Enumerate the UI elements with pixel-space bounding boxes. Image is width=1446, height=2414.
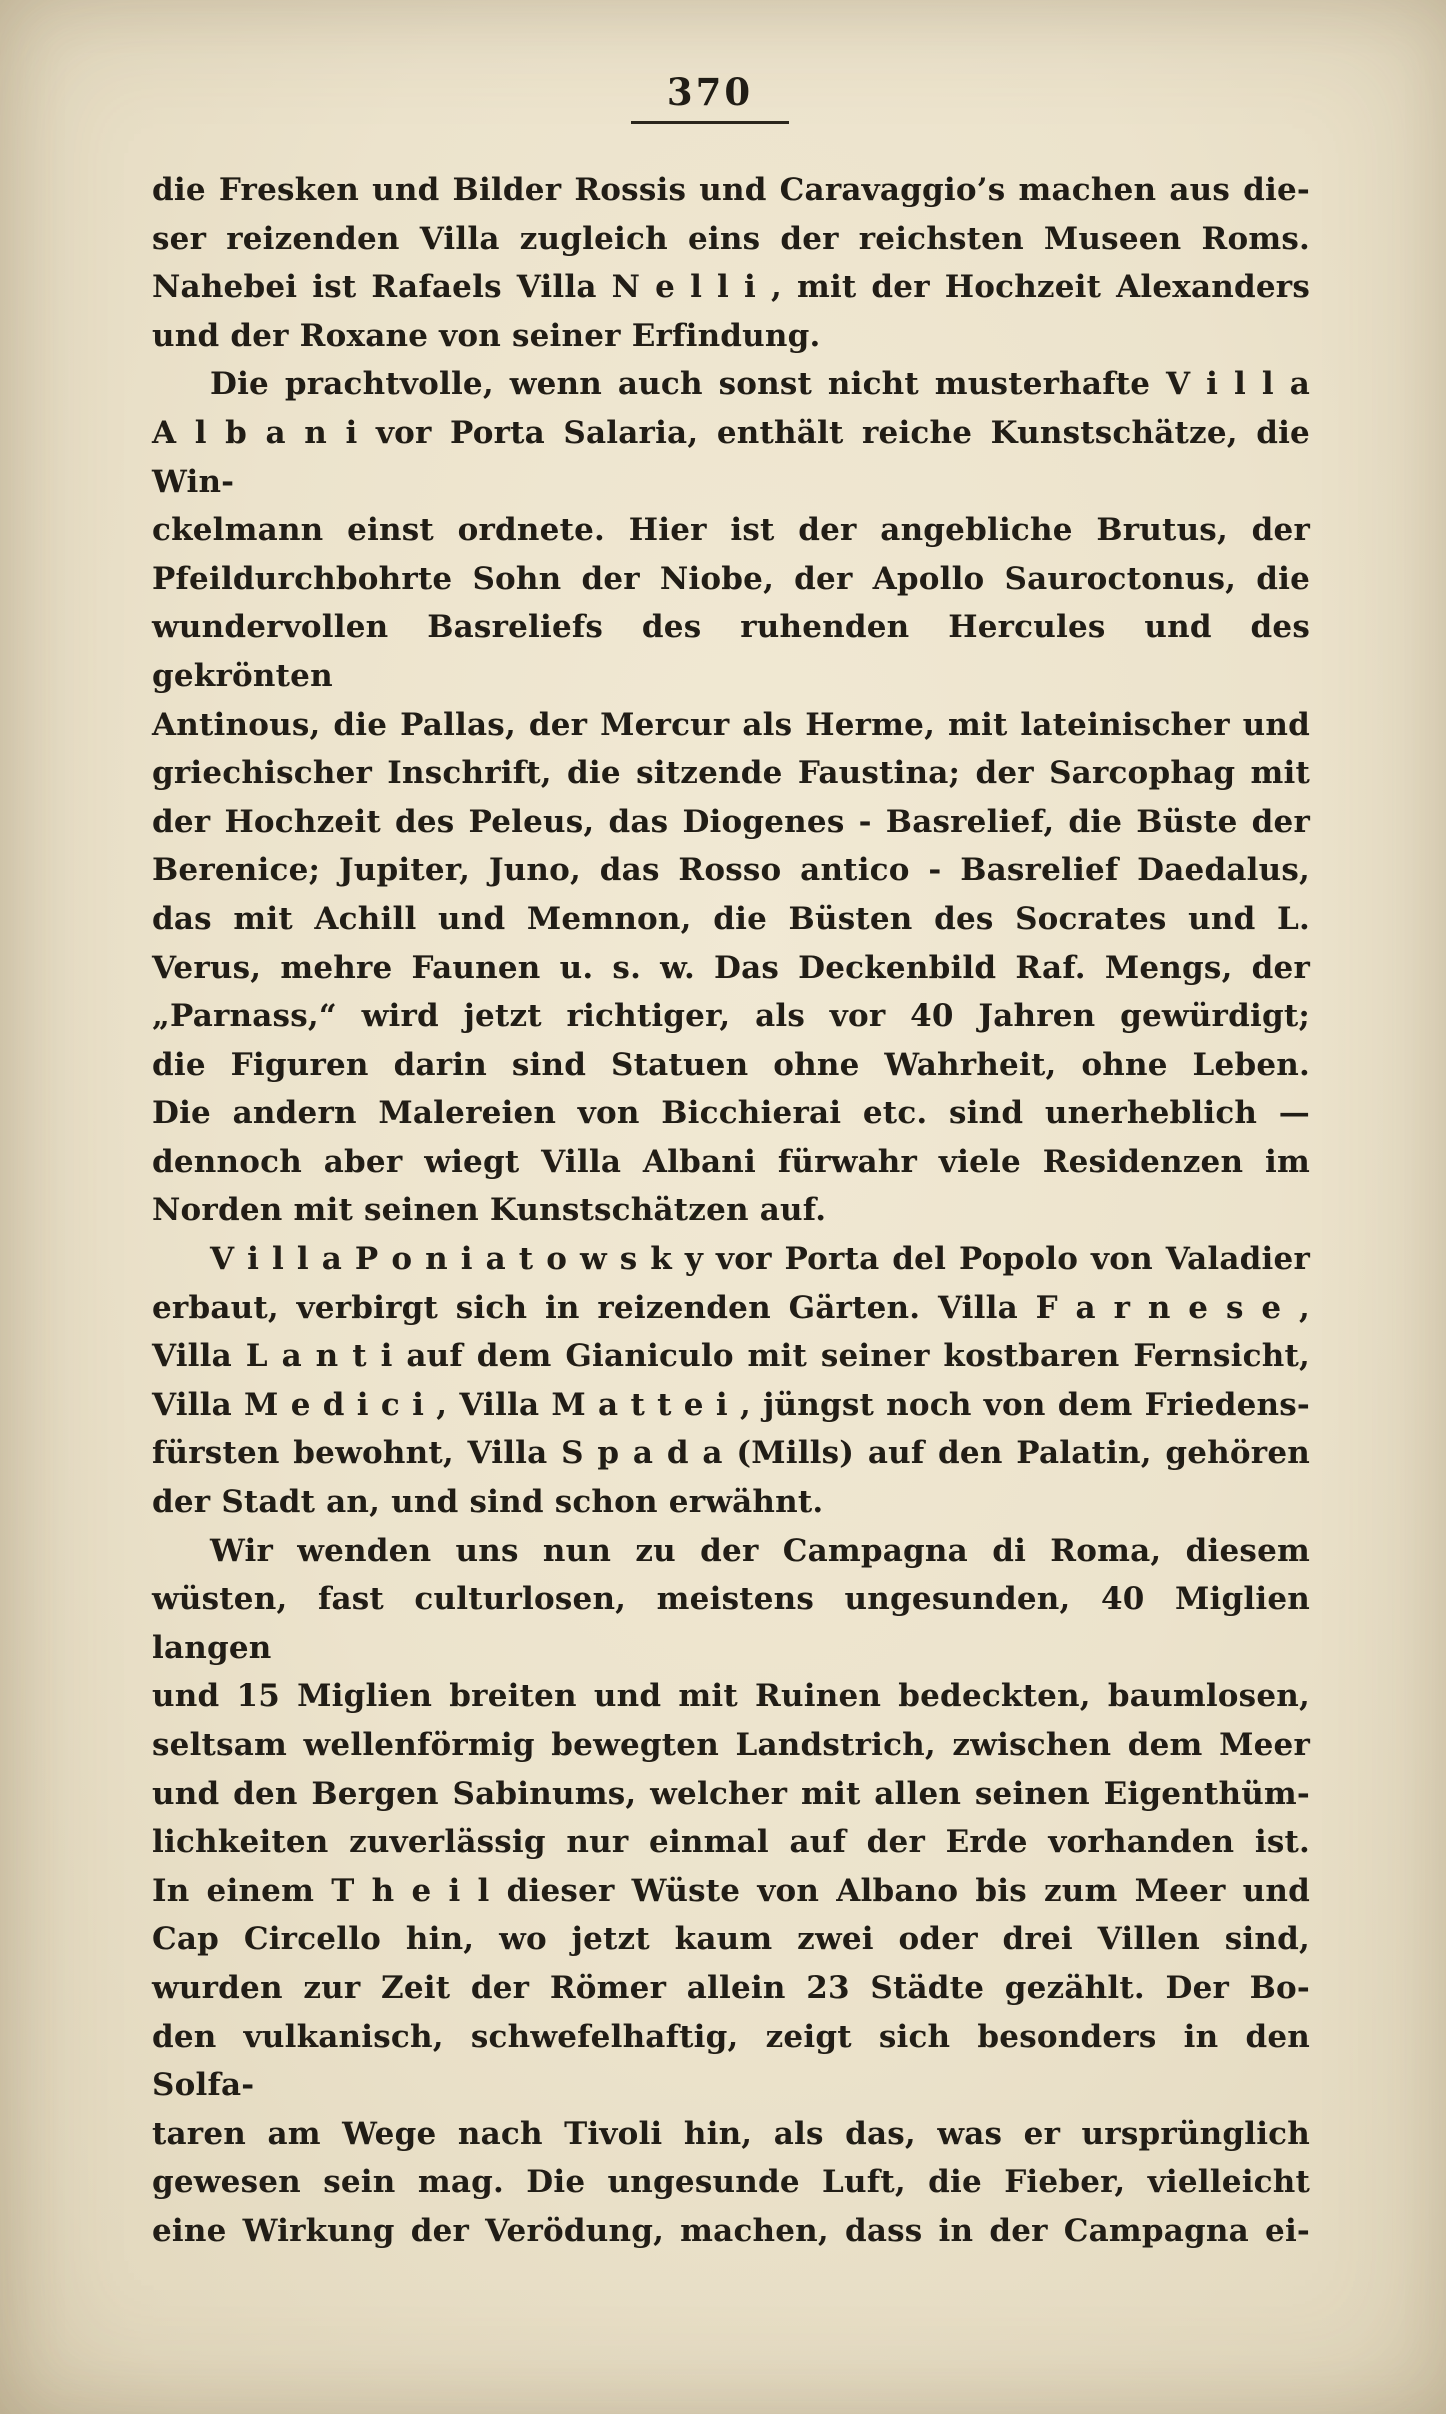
text-line: der Stadt an, und sind schon erwähnt. [152,1484,824,1521]
text-line: seltsam wellenförmig bewegten Landstrich, zwischen dem Meer [152,1727,1310,1763]
paragraph [152,1527,1310,2256]
text-line: fürsten bewohnt, Villa S p a d a (Mills) auf den Palatin, gehören [152,1435,1310,1472]
text-line: lichkeiten zuverlässig nur einmal auf der Erde vorhanden ist. [152,1824,1310,1861]
text-line: Berenice; Jupiter, Juno, das Rosso antico - Basrelief Daedalus, [152,852,1310,889]
text-line: Nahebei ist Rafaels Villa N e l l i , mit der Hochzeit Alexanders [152,269,1310,306]
text-line: Die prachtvolle, wenn auch sonst nicht musterhafte V i l l a [210,366,1310,403]
paragraph [152,360,1310,1235]
text-line: und den Bergen Sabinums, welcher mit allen seinen Eigenthüm- [152,1775,1310,1812]
text-line: dennoch aber wiegt Villa Albani fürwahr viele Residenzen im [152,1143,1310,1180]
text-line: Cap Circello hin, wo jetzt kaum zwei oder drei Villen sind, [152,1921,1310,1958]
text-line: Pfeildurchbohrte Sohn der Niobe, der Apollo Sauroctonus, die [152,560,1310,597]
paragraph [152,166,1310,360]
page-header [120,0,1300,124]
text-line: wurden zur Zeit der Römer allein 23 Städte gezählt. Der Bo- [152,1969,1310,2006]
text-line: ckelmann einst ordnete. Hier ist der angebliche Brutus, der [152,512,1310,549]
paragraph [152,1235,1310,1527]
text-line: den vulkanisch, schwefelhaftig, zeigt sich besonders in den Solfa- [152,2018,1310,2104]
text-line: taren am Wege nach Tivoli hin, als das, was er ursprünglich [152,2115,1310,2152]
text-line: Die andern Malereien von Bicchierai etc. sind unerheblich — [152,1095,1310,1132]
page-number-rule [631,121,789,124]
text-line: griechischer Inschrift, die sitzende Faustina; der Sarcophag mit [152,755,1310,792]
text-line: gewesen sein mag. Die ungesunde Luft, die Fieber, vielleicht [152,2164,1310,2201]
text-line: Verus, mehre Faunen u. s. w. Das Deckenbild Raf. Mengs, der [152,949,1310,986]
text-line: die Figuren darin sind Statuen ohne Wahrheit, ohne Leben. [152,1046,1310,1083]
text-line: Norden mit seinen Kunstschätzen auf. [152,1192,827,1229]
text-line: Wir wenden uns nun zu der Campagna di Roma, diesem [210,1532,1310,1569]
text-block [152,166,1310,2256]
text-line: die Fresken und Bilder Rossis und Caravaggio’s machen aus die- [152,172,1310,208]
text-line: Villa L a n t i auf dem Gianiculo mit seiner kostbaren Fernsicht, [152,1338,1310,1375]
text-line: wüsten, fast culturlosen, meistens ungesunden, 40 Miglien langen [152,1581,1310,1666]
page-number: 370 [666,70,754,114]
text-line: Antinous, die Pallas, der Mercur als Herme, mit lateinischer und [152,706,1310,743]
text-line: und 15 Miglien breiten und mit Ruinen bedeckten, baumlosen, [152,1678,1310,1715]
text-line: wundervollen Basreliefs des ruhenden Hercules und des gekrönten [152,609,1310,694]
text-line: ser reizenden Villa zugleich eins der reichsten Museen Roms. [152,220,1310,257]
text-line: In einem T h e i l dieser Wüste von Albano bis zum Meer und [152,1872,1310,1909]
text-line: erbaut, verbirgt sich in reizenden Gärten. Villa F a r n e s e , [152,1289,1310,1326]
text-line: das mit Achill und Memnon, die Büsten des Socrates und L. [152,900,1310,937]
text-line: V i l l a P o n i a t o w s k y vor Porta del Popolo von Valadier [210,1241,1310,1278]
text-line: A l b a n i vor Porta Salaria, enthält reiche Kunstschätze, die Win- [152,414,1310,500]
text-line: und der Roxane von seiner Erfindung. [152,317,821,354]
text-line: der Hochzeit des Peleus, das Diogenes - Basrelief, die Büste der [152,803,1310,840]
text-line: Villa M e d i c i , Villa M a t t e i , jüngst noch von dem Friedens- [152,1386,1310,1423]
text-line: eine Wirkung der Verödung, machen, dass in der Campagna ei- [152,2212,1310,2249]
text-line: „Parnass,“ wird jetzt richtiger, als vor 40 Jahren gewürdigt; [152,998,1310,1035]
